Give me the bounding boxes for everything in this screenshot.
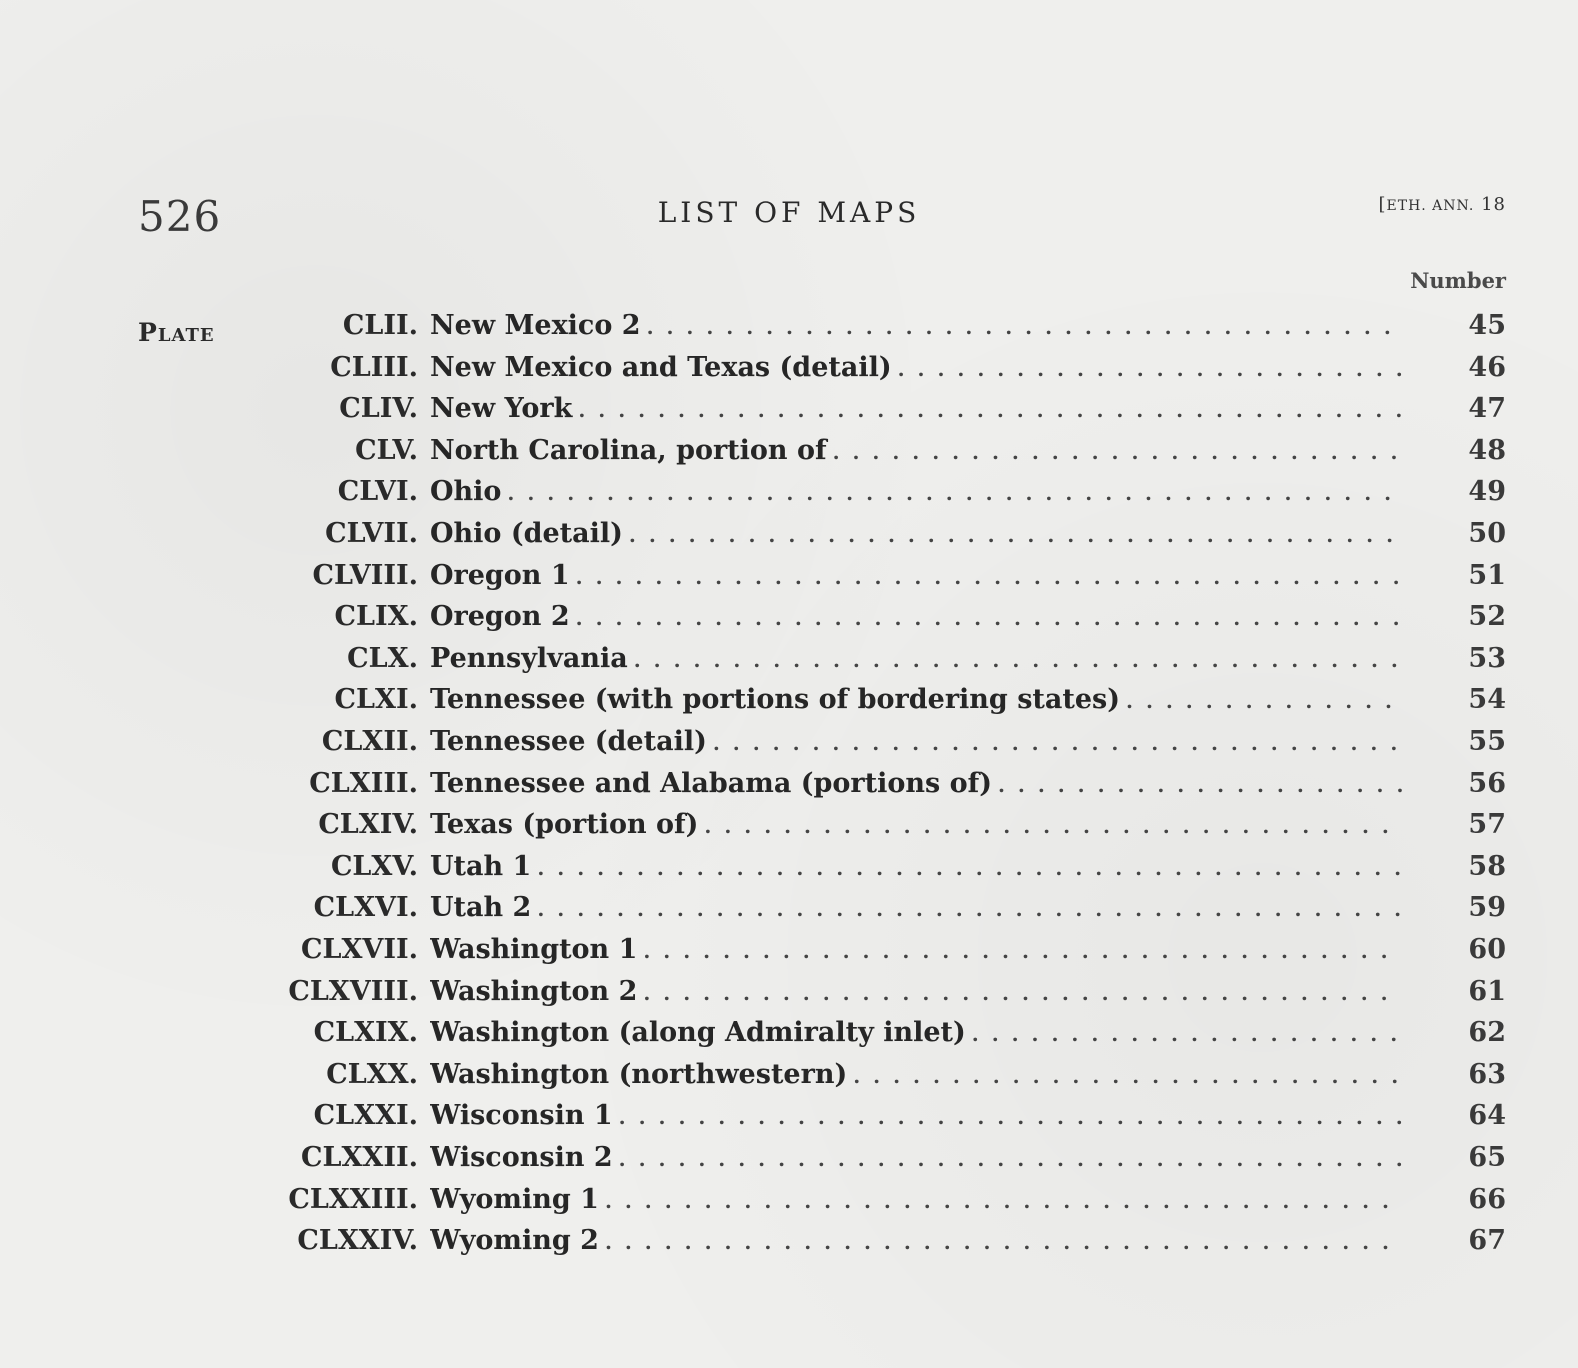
plate-numeral: CLXIII. xyxy=(309,767,418,799)
dot-leader xyxy=(537,889,1402,930)
map-list-row xyxy=(0,430,1578,471)
map-title: New Mexico and Texas (detail) xyxy=(430,351,892,383)
map-title: Oregon 1 xyxy=(430,559,570,591)
map-list-row xyxy=(0,929,1578,970)
map-title: Washington (along Admiralty inlet) xyxy=(430,1017,966,1049)
map-list-row xyxy=(0,721,1578,762)
map-title: Washington 2 xyxy=(430,975,638,1007)
map-number: 61 xyxy=(1468,975,1506,1007)
map-number: 52 xyxy=(1468,601,1506,633)
number-column-header: Number xyxy=(1410,268,1506,293)
dot-leader xyxy=(578,390,1402,431)
map-number: 49 xyxy=(1468,476,1506,508)
plate-numeral: CLXI. xyxy=(334,684,418,716)
entry-line xyxy=(430,638,1402,681)
map-number: 46 xyxy=(1468,351,1506,383)
plate-numeral: CLXX. xyxy=(326,1058,418,1090)
running-head xyxy=(1378,194,1506,215)
map-number: 54 xyxy=(1468,684,1506,716)
dot-leader xyxy=(998,765,1402,806)
dot-leader xyxy=(853,1056,1402,1097)
entry-line xyxy=(430,305,1402,348)
entry-line xyxy=(430,430,1402,473)
map-number: 45 xyxy=(1468,310,1506,341)
map-list-row xyxy=(0,971,1578,1012)
map-list-row xyxy=(0,679,1578,720)
plate-numeral: CLVIII. xyxy=(312,559,418,591)
map-number: 57 xyxy=(1468,809,1506,841)
plate-numeral: CLVI. xyxy=(337,476,418,508)
dot-leader xyxy=(619,1139,1402,1180)
plate-numeral: CLXXII. xyxy=(300,1142,418,1173)
map-list-row xyxy=(0,347,1578,388)
map-number: 56 xyxy=(1468,767,1506,799)
dot-leader xyxy=(833,432,1402,473)
map-list-row xyxy=(0,763,1578,804)
map-title: Washington 1 xyxy=(430,934,638,965)
map-title: Tennessee (with portions of bordering states) xyxy=(430,684,1121,716)
map-list-row xyxy=(0,1179,1578,1220)
running-head-series: ETH. ANN. xyxy=(1386,198,1475,214)
map-number: 66 xyxy=(1468,1183,1506,1215)
page-title: LIST OF MAPS xyxy=(657,196,921,229)
map-number: 58 xyxy=(1468,850,1506,882)
map-title: North Carolina, portion of xyxy=(430,434,827,466)
map-title: Ohio xyxy=(430,476,502,508)
running-head-volume: 18 xyxy=(1474,194,1506,215)
dot-leader xyxy=(576,557,1402,598)
dot-leader xyxy=(643,931,1402,972)
map-list-row xyxy=(0,638,1578,679)
map-title: New Mexico 2 xyxy=(430,310,641,341)
dot-leader xyxy=(619,1097,1402,1138)
plate-label-initial: P xyxy=(138,318,158,347)
plate-numeral: CLXVII. xyxy=(300,934,418,965)
map-number: 55 xyxy=(1468,726,1506,757)
plate-numeral: CLIX. xyxy=(334,601,418,633)
entry-line xyxy=(430,388,1402,431)
dot-leader xyxy=(507,473,1402,514)
entry-line xyxy=(430,804,1402,847)
plate-numeral: CLIV. xyxy=(339,393,418,425)
entry-line xyxy=(430,555,1402,598)
running-head-prefix: [ xyxy=(1378,194,1387,215)
map-list-row xyxy=(0,388,1578,429)
plate-numeral: CLXXIV. xyxy=(297,1225,418,1257)
map-title: Wyoming 2 xyxy=(430,1225,599,1257)
map-title: Oregon 2 xyxy=(430,601,570,633)
dot-leader xyxy=(605,1181,1402,1222)
dot-leader xyxy=(972,1014,1402,1055)
dot-leader xyxy=(605,1222,1402,1263)
dot-leader xyxy=(898,349,1402,390)
plate-numeral: CLXXI. xyxy=(313,1100,418,1132)
map-title: Utah 1 xyxy=(430,850,532,882)
plate-label-rest: LATE xyxy=(157,325,215,346)
map-title: Utah 2 xyxy=(430,892,532,924)
entry-line xyxy=(430,929,1402,972)
plate-numeral: CLXIV. xyxy=(318,809,418,841)
plate-numeral: CLIII. xyxy=(330,351,418,383)
entry-line xyxy=(430,679,1402,722)
plate-numeral: CLII. xyxy=(342,310,418,341)
entry-line xyxy=(430,1137,1402,1180)
map-list-row xyxy=(0,555,1578,596)
plate-numeral: CLXII. xyxy=(321,726,418,757)
dot-leader xyxy=(1126,681,1402,722)
entry-line xyxy=(430,1054,1402,1097)
map-list-row xyxy=(0,1095,1578,1136)
plate-numeral: CLV. xyxy=(355,434,418,466)
map-list-row xyxy=(0,471,1578,512)
map-list-row xyxy=(0,513,1578,554)
map-list-row xyxy=(0,1220,1578,1261)
plate-numeral: CLXIX. xyxy=(313,1017,418,1049)
entry-line xyxy=(430,763,1402,806)
map-number: 60 xyxy=(1468,934,1506,965)
entry-line xyxy=(430,721,1402,764)
map-title: Tennessee and Alabama (portions of) xyxy=(430,767,992,799)
map-number: 59 xyxy=(1468,892,1506,924)
dot-leader xyxy=(634,640,1402,681)
entry-line xyxy=(430,971,1402,1014)
plate-numeral: CLXXIII. xyxy=(288,1183,418,1215)
dot-leader xyxy=(713,723,1402,764)
dot-leader xyxy=(537,848,1402,889)
plate-numeral: CLVII. xyxy=(325,518,418,549)
page-number: 526 xyxy=(138,192,222,241)
plate-numeral: CLXVI. xyxy=(313,892,418,924)
map-number: 67 xyxy=(1468,1225,1506,1257)
map-title: New York xyxy=(430,393,573,425)
map-number: 47 xyxy=(1468,393,1506,425)
entry-line xyxy=(430,1220,1402,1263)
map-number: 62 xyxy=(1468,1017,1506,1049)
map-list-row xyxy=(0,1137,1578,1178)
entry-line xyxy=(430,1179,1402,1222)
map-number: 63 xyxy=(1468,1058,1506,1090)
plate-numeral: CLX. xyxy=(347,642,418,674)
map-number: 65 xyxy=(1468,1142,1506,1173)
map-list-row xyxy=(0,596,1578,637)
map-number: 48 xyxy=(1468,434,1506,466)
dot-leader xyxy=(629,515,1402,556)
map-number: 50 xyxy=(1468,518,1506,549)
dot-leader xyxy=(704,806,1402,847)
dot-leader xyxy=(643,973,1402,1014)
entry-line xyxy=(430,1095,1402,1138)
entry-line xyxy=(430,887,1402,930)
map-title: Wisconsin 2 xyxy=(430,1142,613,1173)
map-title: Ohio (detail) xyxy=(430,518,623,549)
map-title: Texas (portion of) xyxy=(430,809,699,841)
map-title: Wisconsin 1 xyxy=(430,1100,613,1132)
entry-line xyxy=(430,513,1402,556)
map-title: Washington (northwestern) xyxy=(430,1058,848,1090)
map-list-row xyxy=(0,804,1578,845)
map-number: 53 xyxy=(1468,642,1506,674)
map-list-row xyxy=(0,846,1578,887)
dot-leader xyxy=(647,307,1402,348)
map-list-row xyxy=(0,1012,1578,1053)
plate-numeral: CLXV. xyxy=(330,850,418,882)
map-title: Wyoming 1 xyxy=(430,1183,599,1215)
map-list-row xyxy=(0,305,1578,346)
map-number: 64 xyxy=(1468,1100,1506,1132)
dot-leader xyxy=(576,598,1402,639)
entry-line xyxy=(430,846,1402,889)
map-number: 51 xyxy=(1468,559,1506,591)
map-title: Pennsylvania xyxy=(430,642,628,674)
map-list-row xyxy=(0,887,1578,928)
plate-numeral: CLXVIII. xyxy=(288,975,418,1007)
entry-line xyxy=(430,347,1402,390)
entry-line xyxy=(430,596,1402,639)
entry-line xyxy=(430,1012,1402,1055)
map-list-row xyxy=(0,1054,1578,1095)
map-title: Tennessee (detail) xyxy=(430,726,707,757)
entry-line xyxy=(430,471,1402,514)
